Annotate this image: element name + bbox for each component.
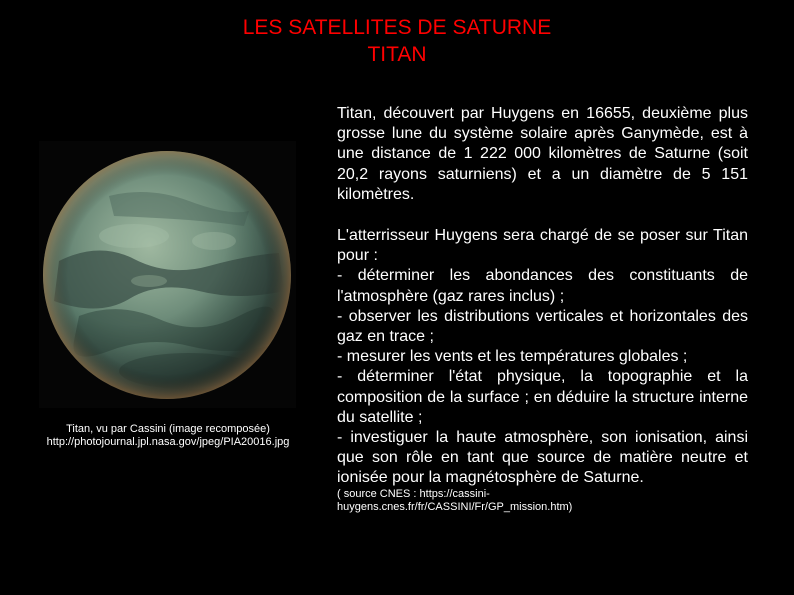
- mission-intro: L'atterrisseur Huygens sera chargé de se poser sur Titan pour :: [337, 227, 748, 265]
- slide-title-line2: TITAN: [367, 43, 427, 66]
- mission-item: - observer les distributions verticales et horizontales des gaz en trace ;: [337, 307, 748, 346]
- titan-photo: [39, 141, 296, 408]
- mission-item: - déterminer les abondances des constituants de l'atmosphère (gaz rares inclus) ;: [337, 267, 748, 305]
- paragraph-titan-description: Titan, découvert par Huygens en 16655, deuxième plus grosse lune du système solaire après Ganymède, est à une distance de 1 222 000 kilomètres de Saturne (soit 20,2 rayons saturniens) et a un diamètre de 5 151 kilomètres.: [337, 105, 748, 203]
- paragraph-huygens-mission: [337, 226, 748, 489]
- image-caption-line1: Titan, vu par Cassini (image recomposée): [66, 423, 270, 435]
- mission-item: - investiguer la haute atmosphère, son ionisation, ainsi que son rôle en tant que source de matière neutre et ionisée pour la magnétosphère de Saturne.: [337, 429, 748, 487]
- slide-title: [0, 14, 794, 68]
- source-citation: [337, 488, 597, 514]
- mission-item: - mesurer les vents et les températures globales ;: [337, 348, 688, 366]
- titan-moon-image: [39, 141, 296, 408]
- source-line2: huygens.cnes.fr/fr/CASSINI/Fr/GP_mission.htm): [337, 501, 573, 513]
- source-line1: ( source CNES : https://cassini-: [337, 488, 490, 500]
- image-caption-url: http://photojournal.jpl.nasa.gov/jpeg/PIA20016.jpg: [46, 436, 290, 448]
- mission-item: - déterminer l'état physique, la topographie et la composition de la surface ; en déduire la structure interne du satellite ;: [337, 368, 748, 426]
- slide-title-line1: LES SATELLITES DE SATURNE: [242, 16, 552, 39]
- image-caption: [30, 423, 306, 449]
